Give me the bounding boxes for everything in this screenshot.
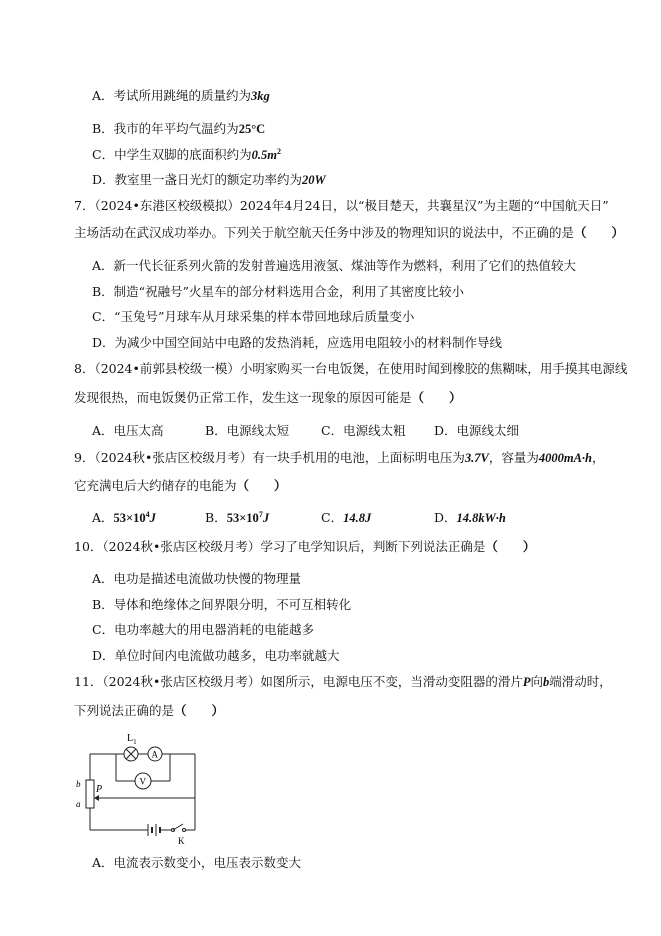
q7-option-b: B．制造“祝融号”火星车的部分材料选用合金，利用了其密度比较小 [92, 284, 464, 299]
q9-option-b: B．$53\times 10^7J$ [205, 510, 270, 525]
q10-option-d: D．单位时间内电流做功越多，电功率就越大 [92, 648, 340, 663]
q9-option-c: C．14.8J [321, 510, 372, 525]
svg-text:V: V [139, 776, 146, 787]
q6-option-b: B．我市的年平均气温约为25°C [92, 121, 266, 136]
q10-stem: 10．（2024秋•张店区校级月考）学习了电学知识后，判断下列说法正确是（ ） [74, 539, 536, 554]
answer-paren: （ ） [485, 539, 536, 554]
q8-option-a: A．电压太高 [92, 423, 164, 438]
q9-option-d: D．14.8kW·h [434, 510, 506, 525]
rheostat-p-label: P [96, 784, 103, 795]
switch-icon [172, 824, 186, 832]
q8-stem-line1: 8．（2024•前郭县校级一模）小明家购买一台电饭煲，在使用时闻到橡胶的焦糊味，用手摸其电源线 [74, 361, 628, 376]
q6-option-a: A．考试所用跳绳的质量约为3kg [92, 88, 270, 103]
q11-stem-line2: 下列说法正确的是（ ） [74, 703, 225, 718]
q7-stem-line1: 7．（2024•东港区校级模拟）2024年4月24日，以“极目楚天，共襄星汉”为主题的“中国航天日” [74, 198, 609, 213]
svg-text:A: A [151, 749, 158, 760]
q6-option-c: C．中学生双脚的底面积约为$0.5m^2$ [92, 147, 281, 162]
q8-option-c: C．电源线太粗 [321, 423, 406, 438]
q8-stem-line2: 发现很热，而电饭煲仍正常工作，发生这一现象的原因可能是（ ） [74, 390, 462, 405]
q8-option-b: B．电源线太短 [205, 423, 290, 438]
q9-stem-line2: 它充满电后大约储存的电能为（ ） [74, 478, 287, 493]
q11-option-a: A．电流表示数变小，电压表示数变大 [92, 855, 302, 870]
lamp-icon [124, 747, 138, 761]
rheostat-a-label: a [76, 799, 81, 809]
q10-option-c: C．电功率越大的用电器消耗的电能越多 [92, 622, 315, 637]
lamp-label: $L_1$ [127, 733, 137, 746]
q7-option-a: A．新一代长征系列火箭的发射普遍选用液氢、煤油等作为燃料，利用了它们的热值较大 [92, 258, 577, 273]
q7-option-c: C．“玉兔号”月球车从月球采集的样本带回地球后质量变小 [92, 309, 415, 324]
voltmeter-icon [135, 773, 151, 789]
battery-icon [148, 824, 160, 836]
q8-option-d: D．电源线太细 [434, 423, 520, 438]
q7-option-d: D．为减少中国空间站中电路的发热消耗，应选用电阻较小的材料制作导线 [92, 335, 503, 350]
answer-paren: （ ） [174, 703, 225, 718]
switch-label: K [178, 836, 185, 846]
q9-stem-line1: 9．（2024秋•张店区校级月考）有一块手机用的电池，上面标明电压为3.7V，容量为4000mA·h， [74, 450, 605, 465]
answer-paren: （ ） [574, 225, 625, 240]
answer-paren: （ ） [236, 478, 287, 493]
answer-paren: （ ） [411, 390, 462, 405]
q11-stem-line1: 11．（2024秋•张店区校级月考）如图所示，电源电压不变，当滑动变阻器的滑片P向b端滑动时， [74, 674, 612, 689]
q10-option-b: B．导体和绝缘体之间界限分明，不可互相转化 [92, 597, 352, 612]
circuit-diagram [72, 728, 212, 848]
q9-option-a: A．$53\times 10^4J$ [92, 510, 156, 525]
q7-stem-line2: 主场活动在武汉成功举办。下列关于航空航天任务中涉及的物理知识的说法中，不正确的是（ ） [74, 225, 625, 240]
q6-option-d: D．教室里一盏日光灯的额定功率约为20W [92, 172, 326, 187]
q10-option-a: A．电功是描述电流做功快慢的物理量 [92, 571, 302, 586]
ammeter-icon [148, 747, 162, 761]
rheostat-b-label: b [76, 779, 81, 789]
